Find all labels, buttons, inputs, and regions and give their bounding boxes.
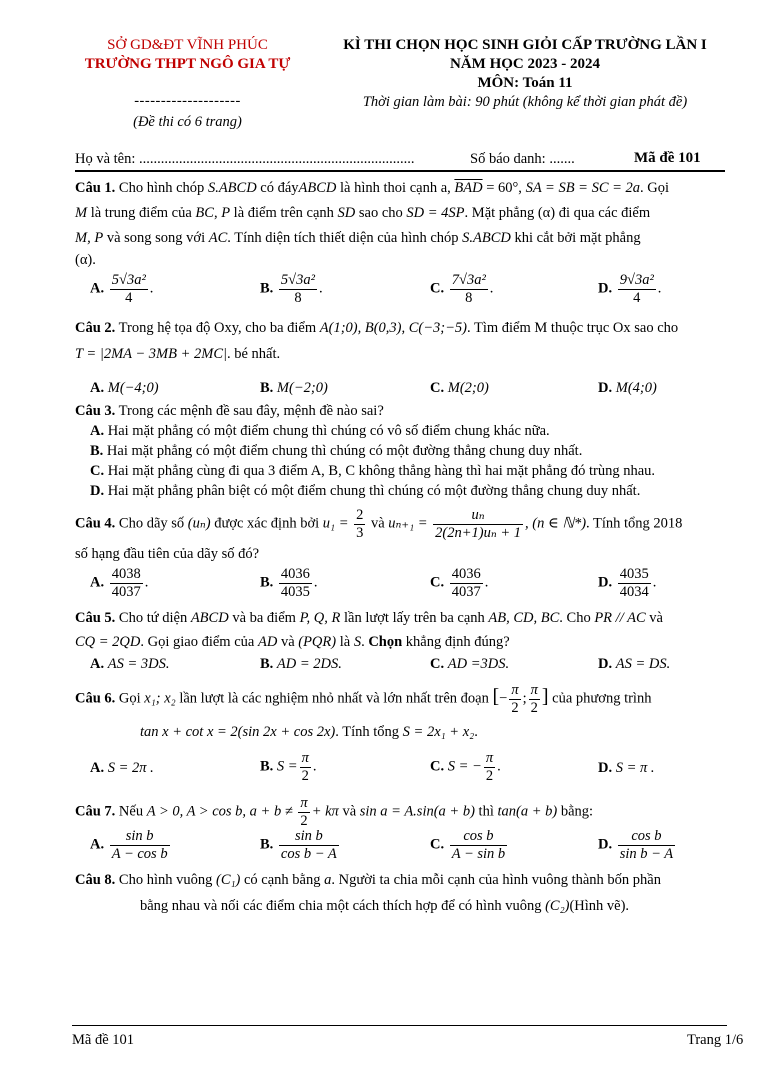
question-1-option-a[interactable]: A. $\frac{\text{5√3a²}}{4}$ . [90, 272, 154, 306]
question-6-option-c[interactable]: C. S = − $\frac{\pi}{2}$ . [430, 750, 501, 784]
question-1-line-1: Câu 1. Cho hình chóp S.ABCD có đáyABCD là hình thoi cạnh a, $\overline{BAD} = 60^\circ$, SA = SB = SC = 2a. Gọi [75, 180, 670, 196]
question-5-line-2: CQ = 2QD. Gọi giao điểm của AD và (PQR) là S. Chọn khẳng định đúng? [75, 634, 510, 650]
question-7-option-d[interactable]: D. $\frac{\text{cos b}}{\text{sin b − A}}$ [598, 828, 674, 862]
footer-page-number: Trang 1/6 [687, 1032, 744, 1048]
question-6-option-b[interactable]: B. S = $\frac{\pi}{2}$ . [260, 750, 317, 784]
question-2-option-b[interactable]: B. M(−2;0) [260, 380, 328, 396]
question-6-line-1: Câu 6. Gọi x₁; x₂ lần lượt là các nghiệm nhỏ nhất và lớn nhất trên đoạn [− $\frac{\pi}{2}$ ; $\frac{\pi}{2}$ ] của phương trình [75, 682, 652, 716]
department-name: SỞ GD&ĐT VĨNH PHÚC [107, 37, 268, 53]
question-2-option-d[interactable]: D. M(4;0) [598, 380, 657, 396]
question-8-line-1: Câu 8. Cho hình vuông (C₁) có cạnh bằng a. Người ta chia mỗi cạnh của hình vuông thành bốn phần [75, 872, 661, 888]
question-7-line-1: Câu 7. Nếu A > 0, A > cos b, a + b ≠ $\frac{\pi}{2}$ + kπ và sin a = A.sin(a + b) thì tan(a + b) bằng: [75, 795, 594, 829]
question-5-option-b[interactable]: B. AD = 2DS. [260, 656, 342, 672]
question-8-line-2: bằng nhau và nối các điểm chia một cách thích hợp để có hình vuông (C₂)(Hình vẽ). [140, 898, 630, 914]
question-5-option-a[interactable]: A. AS = 3DS. [90, 656, 170, 672]
footer-exam-code: Mã đề 101 [72, 1032, 135, 1048]
question-4-option-a[interactable]: A. $\frac{4038}{4037}$ . [90, 566, 149, 600]
question-6-option-a[interactable]: A. S = 2π . [90, 760, 154, 776]
candidate-name-field: Họ và tên: ............................................................................ [75, 151, 415, 167]
question-5-option-c[interactable]: C. AD =3DS. [430, 656, 510, 672]
header-dashes: -------------------- [134, 93, 241, 109]
school-year: NĂM HỌC 2023 - 2024 [450, 56, 600, 72]
question-4-option-d[interactable]: D. $\frac{4035}{4034}$ . [598, 566, 657, 600]
question-1-line-4: (α). [75, 252, 96, 268]
question-3-option-a[interactable]: A. Hai mặt phẳng có một điểm chung thì chúng có vô số điểm chung khác nữa. [90, 423, 550, 439]
question-2-option-c[interactable]: C. M(2;0) [430, 380, 489, 396]
question-1-option-c[interactable]: C. $\frac{\text{7√3a²}}{8}$ . [430, 272, 494, 306]
question-3-line-1: Câu 3. Trong các mệnh đề sau đây, mệnh đề nào sai? [75, 403, 384, 419]
footer-divider [72, 1025, 727, 1026]
question-5-option-d[interactable]: D. AS = DS. [598, 656, 671, 672]
question-6-line-2: tan x + cot x = 2(sin 2x + cos 2x). Tính tổng S = 2x₁ + x₂. [140, 724, 478, 740]
question-2-option-a[interactable]: A. M(−4;0) [90, 380, 159, 396]
question-3-option-c[interactable]: C. Hai mặt phẳng cùng đi qua 3 điểm A, B, C không thẳng hàng thì hai mặt phẳng đó trùng nhau. [90, 463, 656, 479]
question-1-line-2: M là trung điểm của BC, P là điểm trên cạnh SD sao cho SD = 4SP. Mặt phẳng (α) đi qua các điểm [75, 205, 651, 221]
question-1-option-b[interactable]: B. $\frac{\text{5√3a²}}{8}$ . [260, 272, 323, 306]
question-7-option-a[interactable]: A. $\frac{\text{sin b}}{\text{A − cos b}}$ [90, 828, 168, 862]
subject: MÔN: Toán 11 [477, 75, 573, 91]
question-2-line-2: T = |2MA − 3MB + 2MC|. bé nhất. [75, 346, 281, 362]
exam-title: KÌ THI CHỌN HỌC SINH GIỎI CẤP TRƯỜNG LẦN I [343, 37, 707, 53]
question-3-option-d[interactable]: D. Hai mặt phẳng phân biệt có một điểm chung thì chúng có một đường thẳng chung duy nhất. [90, 483, 641, 499]
question-4-option-b[interactable]: B. $\frac{4036}{4035}$ . [260, 566, 318, 600]
header-divider [75, 170, 725, 172]
question-1-option-d[interactable]: D. $\frac{\text{9√3a²}}{4}$ . [598, 272, 662, 306]
question-3-option-b[interactable]: B. Hai mặt phẳng có một điểm chung thì chúng có một đường thẳng chung duy nhất. [90, 443, 583, 459]
school-name: TRƯỜNG THPT NGÔ GIA TỰ [84, 56, 291, 72]
question-4-option-c[interactable]: C. $\frac{4036}{4037}$ . [430, 566, 489, 600]
question-7-option-c[interactable]: C. $\frac{\text{cos b}}{\text{A − sin b}}$ [430, 828, 506, 862]
question-1-line-3: M, P và song song với AC. Tính diện tích thiết diện của hình chóp S.ABCD khi cắt bởi mặt phẳng [75, 230, 641, 246]
page-count-note: (Đề thi có 6 trang) [133, 114, 242, 130]
question-4-line-2: số hạng đầu tiên của dãy số đó? [75, 546, 260, 562]
question-5-line-1: Câu 5. Cho tứ diện ABCD và ba điểm P, Q, R lần lượt lấy trên ba cạnh AB, CD, BC. Cho PR // AC và [75, 610, 663, 626]
question-2-line-1: Câu 2. Trong hệ tọa độ Oxy, cho ba điểm A(1;0), B(0,3), C(−3;−5). Tìm điểm M thuộc trục Ox sao cho [75, 320, 679, 336]
question-6-option-d[interactable]: D. S = π . [598, 760, 655, 776]
question-4-line-1: Câu 4. Cho dãy số (uₙ) được xác định bởi u₁ = $\frac{2}{3}$ và uₙ₊₁ = $\frac{\text{uₙ}}{\text{2(2n+1)uₙ + 1}}$ , (n ∈ ℕ*). Tính tổng 2018 [75, 507, 683, 541]
time-limit: Thời gian làm bài: 90 phút (không kể thời gian phát đề) [362, 94, 688, 110]
candidate-number-field: Số báo danh: ....... [470, 151, 575, 167]
exam-code: Mã đề 101 [634, 150, 701, 166]
question-7-option-b[interactable]: B. $\frac{\text{sin b}}{\text{cos b − A}}$ [260, 828, 337, 862]
